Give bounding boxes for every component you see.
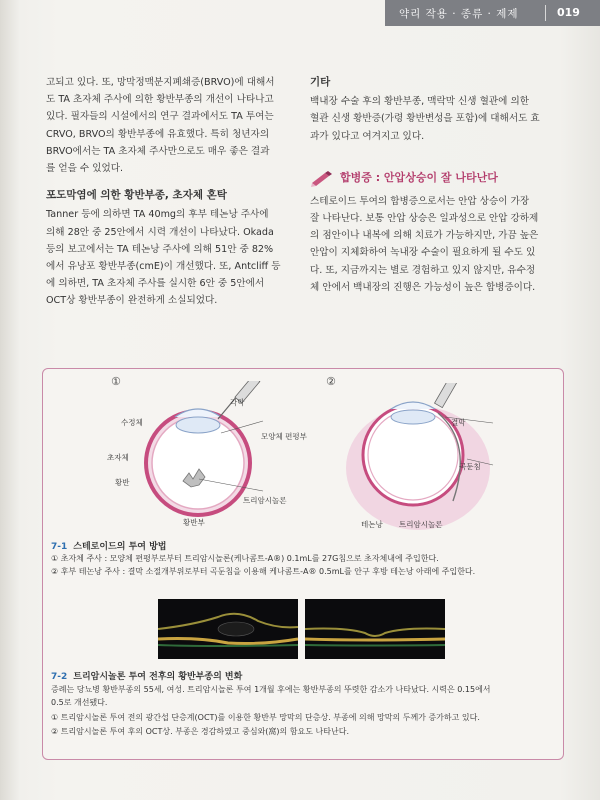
label-macula-region: 황반부: [183, 518, 205, 527]
left-para1-line: BRVO에서는 TA 초자체 주사만으로도 매우 좋은 결과: [46, 145, 270, 157]
left-para2-line: 에 의하면, TA 초자체 주사를 실시한 6안 중 5안에서: [46, 278, 265, 290]
left-para2-line: 에서 유낭포 황반부종(cmE)이 개선했다. 또, Antcliff 등: [46, 261, 281, 273]
left-para2-line: 의해 28안 중 25안에서 시력 개선이 나타났다. Okada: [46, 226, 274, 238]
right-para2-line: 잘 나타난다. 보통 안압 상승은 일과성으로 안압 강하제: [310, 213, 539, 225]
right-para2-line: 안압이 지체화하여 녹내장 수술이 필요하게 될 수도 있: [310, 247, 536, 259]
right-para2-line: 체 안에서 백내장의 진행은 가능성이 높은 합병증이다.: [310, 281, 536, 293]
figure1-number: 7-1: [51, 542, 68, 552]
figure2-caption-line: ① 트리암시놀론 투여 전의 광간섭 단층계(OCT)를 이용한 황반부 망막의 단층상. 부종에 의해 망막의 두께가 증가하고 있다.: [51, 713, 480, 722]
figure1-caption-line: ② 후부 테논낭 주사 : 결막 소절개부위로부터 곡둔침을 이용해 케나콤트-A® 0.5mL를 안구 후방 테논낭 아래에 주입한다.: [51, 567, 476, 576]
figure2-title: 트리암시놀론 투여 전후의 황반부종의 변화: [73, 672, 243, 682]
left-para1-line: 도 TA 초자체 주사에 의한 황반부종의 개선이 나타나고: [46, 94, 274, 106]
section-title: 약리 작용 · 종류 · 제제: [399, 8, 519, 20]
right-column: [310, 74, 558, 296]
figure2-number: 7-2: [51, 672, 68, 682]
pen-icon: [310, 169, 334, 187]
figure2-caption-line: ② 트리암시놀론 투여 후의 OCT상. 부종은 경감하였고 중심와(窩)의 함요도 나타난다.: [51, 727, 349, 736]
oct-after-scan: [305, 599, 445, 659]
left-para1-line: 를 얻을 수 있었다.: [46, 163, 124, 175]
running-header: [385, 0, 600, 26]
left-para1-line: 고되고 있다. 또, 망막정맥분지폐쇄증(BRVO)에 대해서: [46, 77, 275, 88]
right-para2-line: 의 점안이나 내복에 의해 치료가 가능하지만, 가끔 높은: [310, 230, 539, 242]
left-column: [46, 74, 290, 310]
figure2-caption-line: 0.5로 개선됐다.: [51, 698, 108, 707]
label-triamcinolone-b: 트리암시놀론: [399, 520, 443, 529]
right-para1-line: 과가 있다고 여겨지고 있다.: [310, 130, 425, 142]
oct-before-scan: [158, 599, 298, 659]
right-para2-line: 다. 또, 지금까지는 별로 경험하고 있지 않지만, 유수정: [310, 264, 536, 276]
label-cornea: 각막: [230, 398, 245, 407]
label-tenon: 테논낭: [361, 520, 383, 529]
complication-heading: [310, 169, 558, 187]
subheading-uveitis: 포도막염에 의한 황반부종, 초자체 혼탁: [46, 189, 227, 202]
figure-box: [42, 368, 564, 760]
figure-marker-2: ②: [326, 375, 336, 388]
label-lens: 수정체: [121, 418, 143, 427]
figure1-caption-title: [51, 539, 166, 552]
label-pars-plana: 모양체 편평부: [261, 432, 307, 441]
right-para1-line: 혈관 신생 황반증(가령 황반변성을 포함)에 대해서도 효: [310, 113, 540, 125]
header-divider: [545, 5, 546, 21]
label-needle-curve: 곡둔침: [459, 462, 481, 471]
label-triamcinolone-a: 트리암시놀론: [243, 496, 287, 505]
figure2-caption-title: [51, 669, 242, 682]
left-para2-line: OCT상 황반부종이 완전하게 소실되었다.: [46, 295, 218, 307]
figure1-title: 스테로이드의 투여 방법: [73, 542, 167, 552]
subheading-other: 기타: [310, 76, 331, 88]
subtenon-injection-diagram: [333, 383, 533, 533]
right-para1-line: 백내장 수술 후의 황반부종, 맥락막 신생 혈관에 의한: [310, 96, 530, 108]
intravitreal-injection-diagram: [113, 381, 293, 531]
left-para2-line: 등의 보고에서는 TA 테논낭 주사에 의해 51안 중 82%: [46, 243, 274, 255]
figure-marker-1: ①: [111, 375, 121, 388]
right-para2-line: 스테로이드 투여의 합병증으로서는 안압 상승이 가장: [310, 195, 530, 207]
left-para1-line: 있다. 필자들의 시설에서의 연구 결과에서도 TA 투여는: [46, 111, 274, 123]
figure2-caption-line: 증례는 당뇨병 황반부종의 55세, 여성. 트리암시놀론 투여 1개월 후에는 황반부종의 뚜렷한 감소가 나타났다. 시력은 0.15에서: [51, 685, 491, 694]
left-para2-line: Tanner 등에 의하면 TA 40mg의 후부 테논낭 주사에: [46, 209, 269, 221]
left-para1-line: CRVO, BRVO의 황반부종에 유효했다. 특히 청년자의: [46, 128, 270, 140]
figure1-caption-line: ① 초자체 주사 : 모양체 편평부로부터 트리암시놀론(케나콤트-A®) 0.1mL를 27G침으로 초자체내에 주입한다.: [51, 554, 439, 563]
label-macula: 황반: [115, 478, 130, 487]
complication-title: 합병증 : 안압상승이 잘 나타난다: [340, 171, 498, 185]
oct-image-before: [158, 599, 298, 659]
label-vitreous: 초자체: [107, 453, 129, 462]
page-number: 019: [557, 6, 580, 19]
oct-image-after: [305, 599, 445, 659]
label-conjunctiva: 결막: [451, 418, 466, 427]
